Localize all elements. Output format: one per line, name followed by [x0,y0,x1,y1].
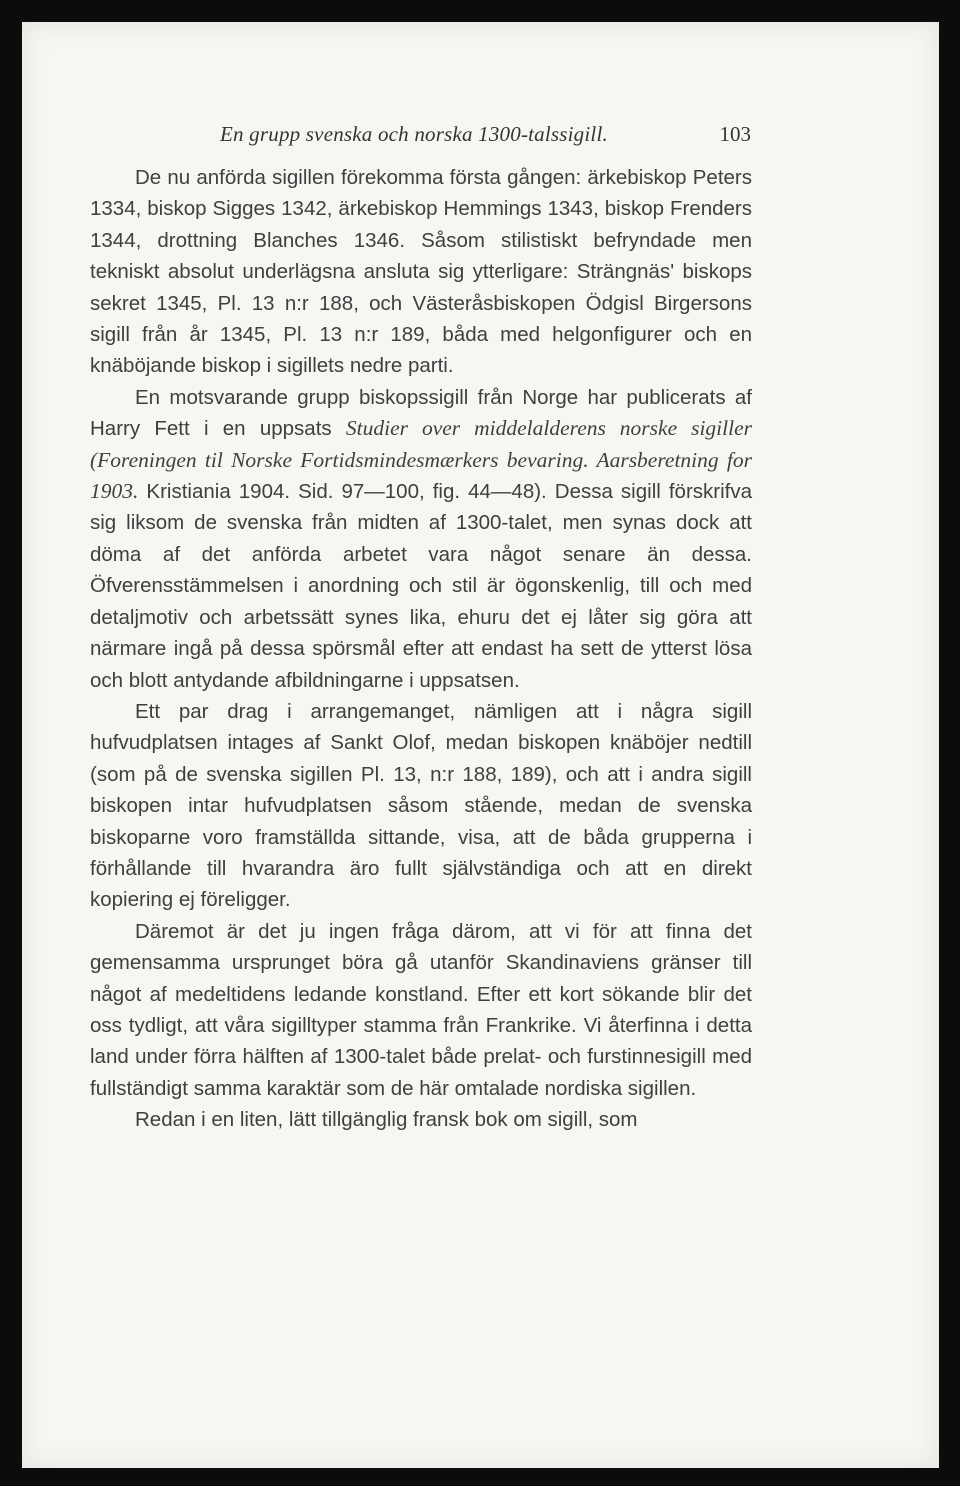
running-title: En grupp svenska och norska 1300-talssigill. [220,122,608,146]
paragraph-3: Ett par drag i arrangemanget, nämligen att i några sigill hufvudplatsen intages af Sankt Olof, medan biskopen knäböjer nedtill (som på de svenska sigillen Pl. 13, n:r 188, 189), och att i andra sigill biskopen intar hufvudplatsen såsom stående, medan de svenska biskoparne voro framställda sittande, visa, att de båda grupperna i förhållande till hvarandra äro fullt självständiga och att en direkt kopiering ej föreligger. [90,699,752,912]
page-header [22,122,939,152]
book-page [22,22,939,1468]
page-number: 103 [719,122,751,146]
body-text [90,162,752,1136]
paragraph-2 [90,382,752,696]
paragraph-5: Redan i en liten, lätt tillgänglig fransk bok om sigill, som [135,1108,638,1132]
paragraph-4: Däremot är det ju ingen fråga därom, att vi för att finna det gemensamma ursprunget böra gå utanför Skandinaviens gränser till något af medeltidens ledande konstland. Efter ett kort sökande blir det oss tydligt, att våra sigilltyper stamma från Frankrike. Vi återfinna i detta land under förra hälften af 1300-talet både prelat- och furstinnesigill med fullständigt samma karaktär som de här omtalade nordiska sigillen. [90,919,752,1100]
paragraph-2-text-end: Kristiania 1904. Sid. 97—100, fig. 44—48). Dessa sigill förskrifva sig liksom de svenska från midten af 1300-talet, men synas dock att döma af det anförda arbetet vara något senare än dessa. Öfverensstämmelsen i anordning och stil är ögonskenlig, till och med detaljmotiv och arbetssätt synes lika, ehuru det ej låter sig göra att närmare ingå på dessa spörsmål efter att endast ha sett de ytterst lösa och blott antydande afbildningarne i uppsatsen. [90,480,752,692]
publication-title: Studier over middelalderens norske sigiller (Foreningen til Norske Fortidsmindesmærkers bevaring. Aarsberetning for 1903. [90,416,752,504]
paragraph-1: De nu anförda sigillen förekomma första gången: ärkebiskop Peters 1334, biskop Sigges 1342, ärkebiskop Hemmings 1343, biskop Frenders 1344, drottning Blanches 1346. Såsom stilistiskt befryndade men tekniskt absolut underlägsna ansluta sig ytterligare: Strängnäs' biskops sekret 1345, Pl. 13 n:r 188, och Västeråsbiskopen Ödgisl Birgersons sigill från år 1345, Pl. 13 n:r 189, båda med helgonfigurer och en knäböjande biskop i sigillets nedre parti. [90,166,752,378]
paragraph-2-text-start: En motsvarande grupp biskopssigill från Norge har publicerats af Harry Fett i en uppsats [90,385,752,441]
